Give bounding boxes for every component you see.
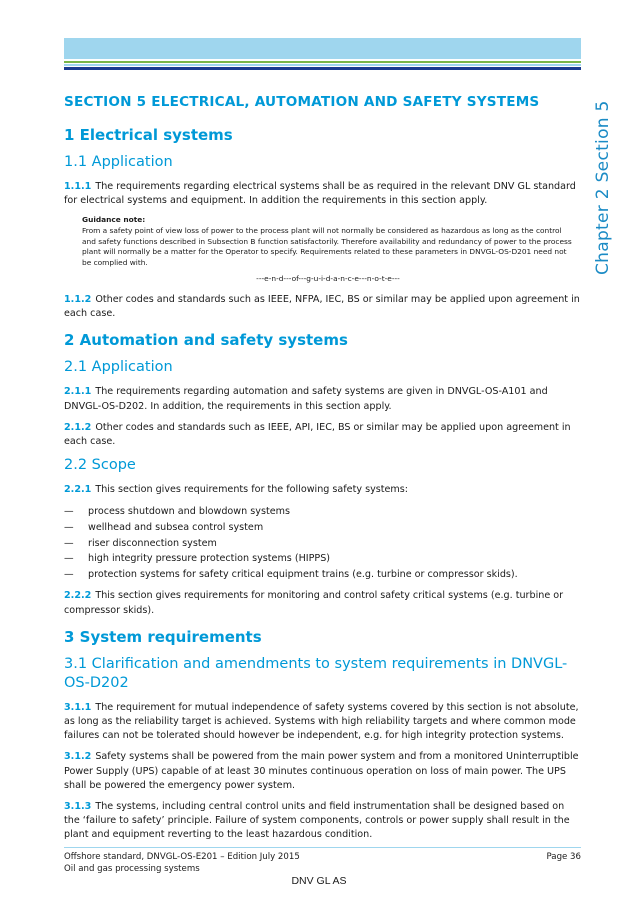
heading-2-2-scope: 2.2 Scope [64, 457, 136, 474]
list-item: — riser disconnection system [64, 536, 582, 552]
header-rule-green [64, 61, 581, 63]
header-rule-navy [64, 67, 581, 70]
paragraph-2-2-1 [64, 483, 582, 497]
footer-rule [64, 847, 581, 848]
guidance-end-marker: ---e-n-d---of---g-u-i-d-a-n-c-e---n-o-t-e--- [256, 274, 400, 284]
paragraph-text: Other codes and standards such as IEEE, NFPA, IEC, BS or similar may be applied upon agreement in each case. [64, 293, 580, 320]
paragraph-number: 2.1.1 [64, 386, 92, 398]
paragraph-3-1-3 [64, 800, 582, 843]
guidance-note [82, 215, 574, 285]
heading-system-requirements: 3 System requirements [64, 627, 262, 646]
paragraph-number: 3.1.2 [64, 751, 92, 763]
paragraph-2-1-1 [64, 385, 582, 413]
paragraph-2-1-2 [64, 421, 582, 449]
paragraph-number: 3.1.3 [64, 800, 92, 812]
paragraph-text: The requirements regarding electrical systems shall be as required in the relevant DNV GL standard for electrical systems and equipment. In addition the requirements in this section apply. [64, 181, 576, 207]
paragraph-text: Other codes and standards such as IEEE, API, IEC, BS or similar may be applied upon agreement in each case. [64, 421, 571, 447]
paragraph-1-1-1 [64, 180, 582, 208]
footer-document-info [64, 851, 300, 875]
section-title: SECTION 5 ELECTRICAL, AUTOMATION AND SAFETY SYSTEMS [64, 94, 540, 110]
dash-bullet: — [64, 553, 74, 565]
paragraph-number: 2.2.1 [64, 484, 92, 496]
dash-bullet: — [64, 506, 74, 518]
paragraph-3-1-2 [64, 750, 582, 793]
paragraph-1-1-2 [64, 293, 582, 321]
paragraph-text: This section gives requirements for monitoring and control safety critical systems (e.g. turbine or compressor skids). [64, 590, 564, 616]
header-rule-light [64, 64, 581, 66]
list-item: — process shutdown and blowdown systems [64, 504, 582, 520]
page-number: Page 36 [546, 852, 581, 862]
paragraph-text: The requirement for mutual independence of safety systems covered by this section is not absolute, as long as the reliability target is achieved. Systems with high reliability targets and where common mode failures can not be tolerated should however be independent, e.g. for high integrity protection systems. [64, 701, 579, 742]
guidance-text: From a safety point of view loss of power to the process plant will not normally be considered as hazardous as long as the control and safety functions described in Subsection B function satisfactorily. Therefore availability and redundancy of power to the process plant will normally be a matter for the Operator to specify. Requirements related to these parameters in DNVGL-OS-D201 need not be complied with. [82, 226, 572, 267]
paragraph-number: 1.1.1 [64, 181, 92, 192]
paragraph-text: The systems, including central control units and field instrumentation shall be designed based on the ‘failure to safety’ principle. Failure of system components, controls or power supply shall result in the plant and equipment reverting to the least hazardous condition. [64, 800, 570, 841]
paragraph-text: The requirements regarding automation and safety systems are given in DNVGL-OS-A101 and DNVGL-OS-D202. In addition, the requirements in this section apply. [64, 386, 548, 412]
heading-1-1-application: 1.1 Application [64, 154, 173, 170]
paragraph-3-1-1 [64, 701, 582, 744]
dash-bullet: — [64, 521, 74, 533]
dash-bullet: — [64, 568, 74, 580]
list-item: — protection systems for safety critical equipment trains (e.g. turbine or compressor skids). [64, 567, 582, 583]
list-item: — high integrity pressure protection systems (HIPPS) [64, 551, 582, 567]
heading-3-1-clarification: 3.1 Clarification and amendments to system requirements in DNVGL-OS-D202 [64, 655, 568, 691]
footer-subtitle: Oil and gas processing systems [64, 864, 200, 874]
footer-company: DNV GL AS [291, 875, 347, 887]
heading-electrical-systems: 1 Electrical systems [64, 126, 233, 144]
paragraph-text: This section gives requirements for the following safety systems: [95, 484, 408, 496]
dash-bullet: — [64, 537, 74, 549]
footer-standard: Offshore standard, DNVGL-OS-E201 – Edition July 2015 [64, 852, 300, 862]
page-content [64, 94, 582, 850]
heading-automation-safety: 2 Automation and safety systems [64, 331, 348, 350]
paragraph-text: Safety systems shall be powered from the main power system and from a monitored Uninterruptible Power Supply (UPS) capable of at least 30 minutes continuous operation on loss of main power. The UPS shall be powered the emergency power system. [64, 751, 579, 791]
header-band [64, 38, 581, 59]
paragraph-number: 1.1.2 [64, 293, 92, 305]
guidance-title: Guidance note: [82, 215, 146, 225]
chapter-section-label: Chapter 2 Section 5 [593, 100, 613, 275]
chapter-section-tab [590, 95, 630, 275]
heading-2-1-application: 2.1 Application [64, 359, 173, 376]
safety-systems-list [64, 504, 582, 582]
paragraph-number: 2.1.2 [64, 421, 92, 433]
paragraph-number: 3.1.1 [64, 701, 92, 713]
paragraph-number: 2.2.2 [64, 590, 92, 602]
paragraph-2-2-2 [64, 589, 582, 617]
list-item: — wellhead and subsea control system [64, 520, 582, 536]
